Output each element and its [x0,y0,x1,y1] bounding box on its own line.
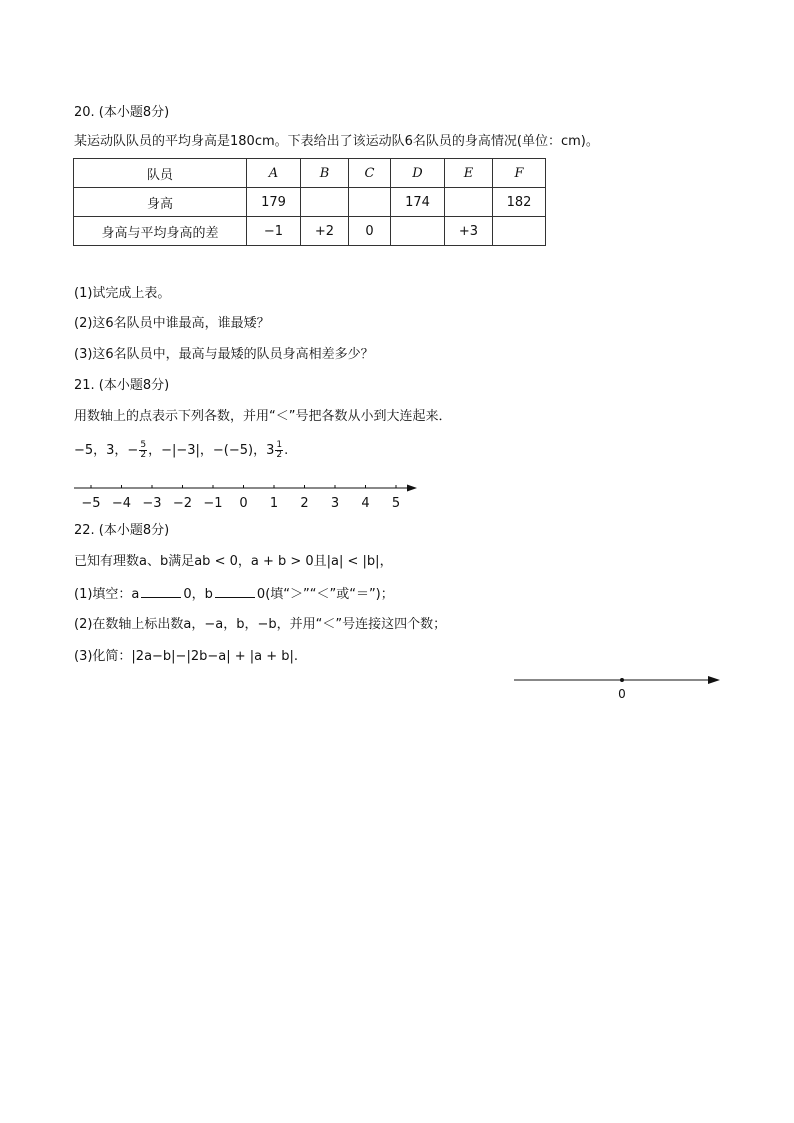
answer-blank[interactable] [141,585,181,598]
axis-tick-label: 3 [330,496,340,511]
q22-heading: 22. (本小题8分) [74,523,170,538]
part1-text: (1)填空：a [74,587,140,602]
table-row [74,188,546,217]
origin-dot [620,678,624,682]
table-cell: D [391,159,445,188]
table-cell [301,188,349,217]
table-cell [493,217,546,246]
q22-given: 已知有理数a、b满足ab < 0，a + b > 0且|a| < |b|， [74,554,393,569]
arrow-head-icon [407,485,417,492]
number-list-text: ，−|−3|，−(−5)，3 [148,443,275,458]
axis-tick-label: −3 [142,496,162,511]
number-list-text: . [284,443,289,458]
axis-tick-label: −5 [81,496,101,511]
table-cell: A [247,159,301,188]
part1-text: 0，b [183,587,213,602]
table-cell: 队员 [74,159,247,188]
axis-tick-label: 2 [300,496,309,511]
table-cell: C [349,159,391,188]
table-cell: 身高与平均身高的差 [74,217,247,246]
origin-label: 0 [618,687,626,701]
fraction-one-half [275,441,283,460]
q20-part1: (1)试完成上表。 [74,286,171,301]
q20-part2: (2)这6名队员中谁最高，谁最矮？ [74,316,270,331]
axis-tick-label: −1 [203,496,223,511]
fraction-five-halves [139,441,147,460]
table-row [74,217,546,246]
table-cell: B [301,159,349,188]
table-cell: 174 [391,188,445,217]
height-table [73,158,546,246]
fraction-numerator: 1 [276,440,283,450]
q22-part2: (2)在数轴上标出数a，−a，b，−b，并用“＜”号连接这四个数； [74,617,447,632]
table-cell [445,188,493,217]
axis-tick-label: −2 [172,496,193,511]
number-line-22 [0,668,794,708]
table-cell: +3 [445,217,493,246]
arrow-head-icon [708,676,720,684]
q22-part1 [74,585,394,604]
answer-blank[interactable] [215,585,255,598]
table-cell: 身高 [74,188,247,217]
q20-intro: 某运动队队员的平均身高是180cm。下表给出了该运动队6名队员的身高情况(单位：cm)。 [74,134,599,149]
q20-part3: (3)这6名队员中，最高与最矮的队员身高相差多少？ [74,347,374,362]
table-cell: 179 [247,188,301,217]
number-list-text: −5，3，− [74,443,139,458]
axis-tick-label: 4 [361,496,370,511]
table-cell [349,188,391,217]
table-cell: +2 [301,217,349,246]
axis-tick-label: 5 [391,496,401,511]
axis-tick-label: 1 [269,496,279,511]
fraction-denominator: 2 [276,450,283,460]
fraction-numerator: 5 [140,440,147,450]
axis-tick-label: 0 [239,496,248,511]
table-cell: 0 [349,217,391,246]
q22-part3: (3)化简：|2a−b|−|2b−a| + |a + b|. [74,649,299,664]
fraction-denominator: 2 [140,450,147,460]
q20-heading: 20. (本小题8分) [74,105,170,120]
table-cell [391,217,445,246]
number-line [0,475,794,515]
part1-text: 0(填“＞”“＜”或“＝”)； [256,587,394,602]
q21-text: 用数轴上的点表示下列各数，并用“＜”号把各数从小到大连起来． [74,409,452,424]
q21-numbers [74,441,288,460]
table-cell: −1 [247,217,301,246]
table-cell: E [445,159,493,188]
table-cell: F [493,159,546,188]
axis-tick-label: −4 [111,496,132,511]
q21-heading: 21. (本小题8分) [74,378,170,393]
table-header-row [74,159,546,188]
table-cell: 182 [493,188,546,217]
